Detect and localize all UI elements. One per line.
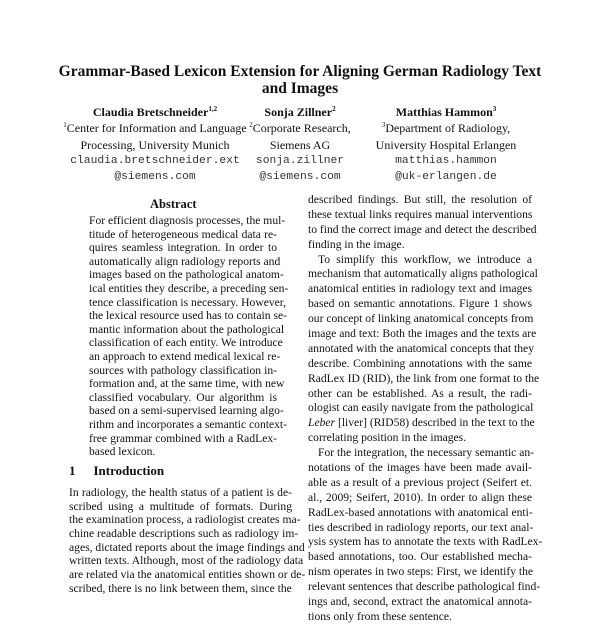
text-line: tions only from these sentence. bbox=[308, 609, 452, 623]
affiliation-text: Department of Radiology, bbox=[385, 121, 511, 136]
email-line[interactable]: @siemens.com bbox=[114, 171, 196, 184]
author-superscript: 3 bbox=[492, 105, 497, 113]
abstract-body bbox=[89, 214, 289, 459]
text-line: classified vocabulary. Our algorithm is bbox=[89, 390, 277, 404]
abstract-heading: Abstract bbox=[150, 197, 197, 211]
text-line: our concept of linking anatomical concepts from bbox=[308, 312, 534, 326]
text-line: able as a result of a previous project (Seifert et. bbox=[308, 475, 532, 489]
affiliation-superscript: 2 bbox=[249, 121, 253, 130]
text-line: mantic information about the pathological bbox=[89, 322, 285, 336]
text-line: notations of the images have been made avail- bbox=[308, 461, 532, 475]
text-line: chine readable descriptions such as radiology im- bbox=[69, 527, 299, 541]
text-line: written texts. Although, most of the radiology data bbox=[69, 554, 304, 568]
text-line: tence classification is necessary. However, bbox=[89, 295, 287, 309]
text-line: ties described in radiology reports, our text anal- bbox=[308, 520, 534, 534]
text-line: based annotations, too. Our established mecha- bbox=[308, 550, 532, 564]
email-line[interactable]: @siemens.com bbox=[259, 171, 341, 184]
text-line: In radiology, the health status of a patient is de- bbox=[69, 486, 292, 499]
text-line: anatomical entities in radiology text and images bbox=[308, 282, 532, 296]
section-title: Introduction bbox=[93, 463, 165, 478]
text-line: ologist can easily navigate from the pathological bbox=[308, 401, 534, 415]
affiliation-line bbox=[336, 120, 556, 136]
title-line: Grammar-Based Lexicon Extension for Aligning German Radiology Text bbox=[58, 63, 542, 80]
text-line: described findings. But still, the resolution of bbox=[308, 193, 532, 206]
email-line[interactable]: @uk-erlangen.de bbox=[395, 171, 497, 184]
affiliation-text: Corporate Research, bbox=[252, 121, 351, 136]
text-line: To simplify this workflow, we introduce a bbox=[318, 252, 532, 266]
text-line: ages, dictated reports about the image findings and bbox=[69, 540, 305, 554]
text-line: these textual links requires manual interventions bbox=[308, 207, 533, 221]
section-number: 1 bbox=[69, 463, 76, 478]
text-line: correlating position in the images. bbox=[308, 431, 467, 445]
paper-title bbox=[40, 63, 560, 97]
text-line: formation and, at the same time, with new bbox=[89, 377, 285, 391]
author-name-text: Sonja Zillner bbox=[264, 105, 333, 119]
text-line: based lexicon. bbox=[89, 445, 156, 459]
affiliation-superscript: 3 bbox=[381, 121, 386, 130]
author-superscript: 1,2 bbox=[208, 105, 218, 113]
text-line: titude of heterogeneous medical data re- bbox=[89, 227, 277, 241]
text-line: ysis system has to annotate the texts with RadLex- bbox=[308, 535, 543, 549]
affiliation-superscript: 1 bbox=[63, 121, 67, 130]
author-name bbox=[336, 104, 556, 120]
text-line: finding in the image. bbox=[308, 237, 405, 251]
text-line: For the integration, the necessary semantic an- bbox=[318, 446, 535, 460]
affiliation-line: Siemens AG bbox=[269, 137, 331, 152]
affiliation-line: University Hospital Erlangen bbox=[375, 137, 517, 152]
intro-right-column bbox=[308, 193, 543, 625]
text-line: to find the correct image and detect the described bbox=[308, 222, 537, 236]
author-name-text: Matthias Hammon bbox=[395, 105, 493, 119]
text-line: scribed, there is no link between them, since the bbox=[69, 581, 292, 595]
text-line: classification of each entity. We introduce bbox=[89, 336, 283, 350]
text-line: the lexical resource used has to contain se- bbox=[89, 309, 287, 323]
text-line: other can be established. As a result, the radi- bbox=[308, 386, 532, 400]
email-line[interactable]: matthias.hammon bbox=[395, 154, 497, 167]
text-line: describe. Combining annotations with the same bbox=[308, 356, 532, 370]
text-line: mechanism that automatically aligns pathological bbox=[308, 267, 538, 281]
email-line[interactable]: sonja.zillner bbox=[255, 154, 345, 167]
text-line: images based on the pathological anatom- bbox=[89, 268, 284, 282]
text-line: nism operates in two steps: First, we identify the bbox=[308, 565, 534, 579]
text-line: RadLex-based annotations with anatomical enti- bbox=[308, 505, 533, 519]
text-line: ings and, second, extract the anatomical annota- bbox=[308, 595, 532, 609]
affiliation-line: Processing, University Munich bbox=[80, 137, 230, 152]
affiliation-text: Center for Information and Language bbox=[66, 121, 247, 136]
email-line[interactable]: claudia.bretschneider.ext bbox=[70, 154, 240, 167]
text-line: al., 2009; Seifert, 2010). In order to align these bbox=[308, 490, 532, 504]
title-line: and Images bbox=[261, 80, 339, 97]
text-line: relevant sentences that describe pathological find- bbox=[308, 580, 541, 594]
author-superscript: 2 bbox=[332, 105, 336, 113]
text-line: For efficient diagnosis processes, the mul- bbox=[89, 214, 286, 227]
text-line: automatically align radiology reports and bbox=[89, 254, 281, 268]
italic-term: Leber bbox=[308, 416, 336, 430]
text-line: scribed using a multitude of formats. During bbox=[69, 499, 292, 513]
text-line: quires seamless integration. In order to bbox=[89, 241, 277, 255]
author-block bbox=[336, 104, 556, 185]
text-line: are related via the anatomical entities shown or de- bbox=[69, 568, 306, 582]
author-name-text: Claudia Bretschneider bbox=[92, 105, 209, 119]
section-heading-introduction bbox=[69, 463, 164, 479]
text-line: based on a semi-supervised learning algo- bbox=[89, 404, 284, 418]
text-line: the examination process, a radiologist creates ma- bbox=[69, 513, 301, 527]
text-line: rithm and incorporates a semantic context- bbox=[89, 417, 287, 431]
text-line: image and text: Both the images and the texts are bbox=[308, 327, 537, 341]
text-line: ical entities they describe, a preceding sen- bbox=[89, 281, 289, 295]
text-line: an approach to extend medical lexical re- bbox=[89, 349, 281, 363]
text-line: sources with pathology classification in- bbox=[89, 363, 277, 377]
text-segment: [liver] (RID58) described in the text to the bbox=[335, 416, 535, 430]
text-line: free grammar combined with a RadLex- bbox=[89, 431, 277, 445]
text-line bbox=[308, 416, 535, 431]
intro-left-column bbox=[69, 486, 306, 596]
text-line: RadLex ID (RID), the link from one format to the bbox=[308, 371, 540, 385]
text-line: annotated with the anatomical concepts that they bbox=[308, 341, 534, 355]
text-line: based on semantic annotations. Figure 1 shows bbox=[308, 297, 532, 311]
